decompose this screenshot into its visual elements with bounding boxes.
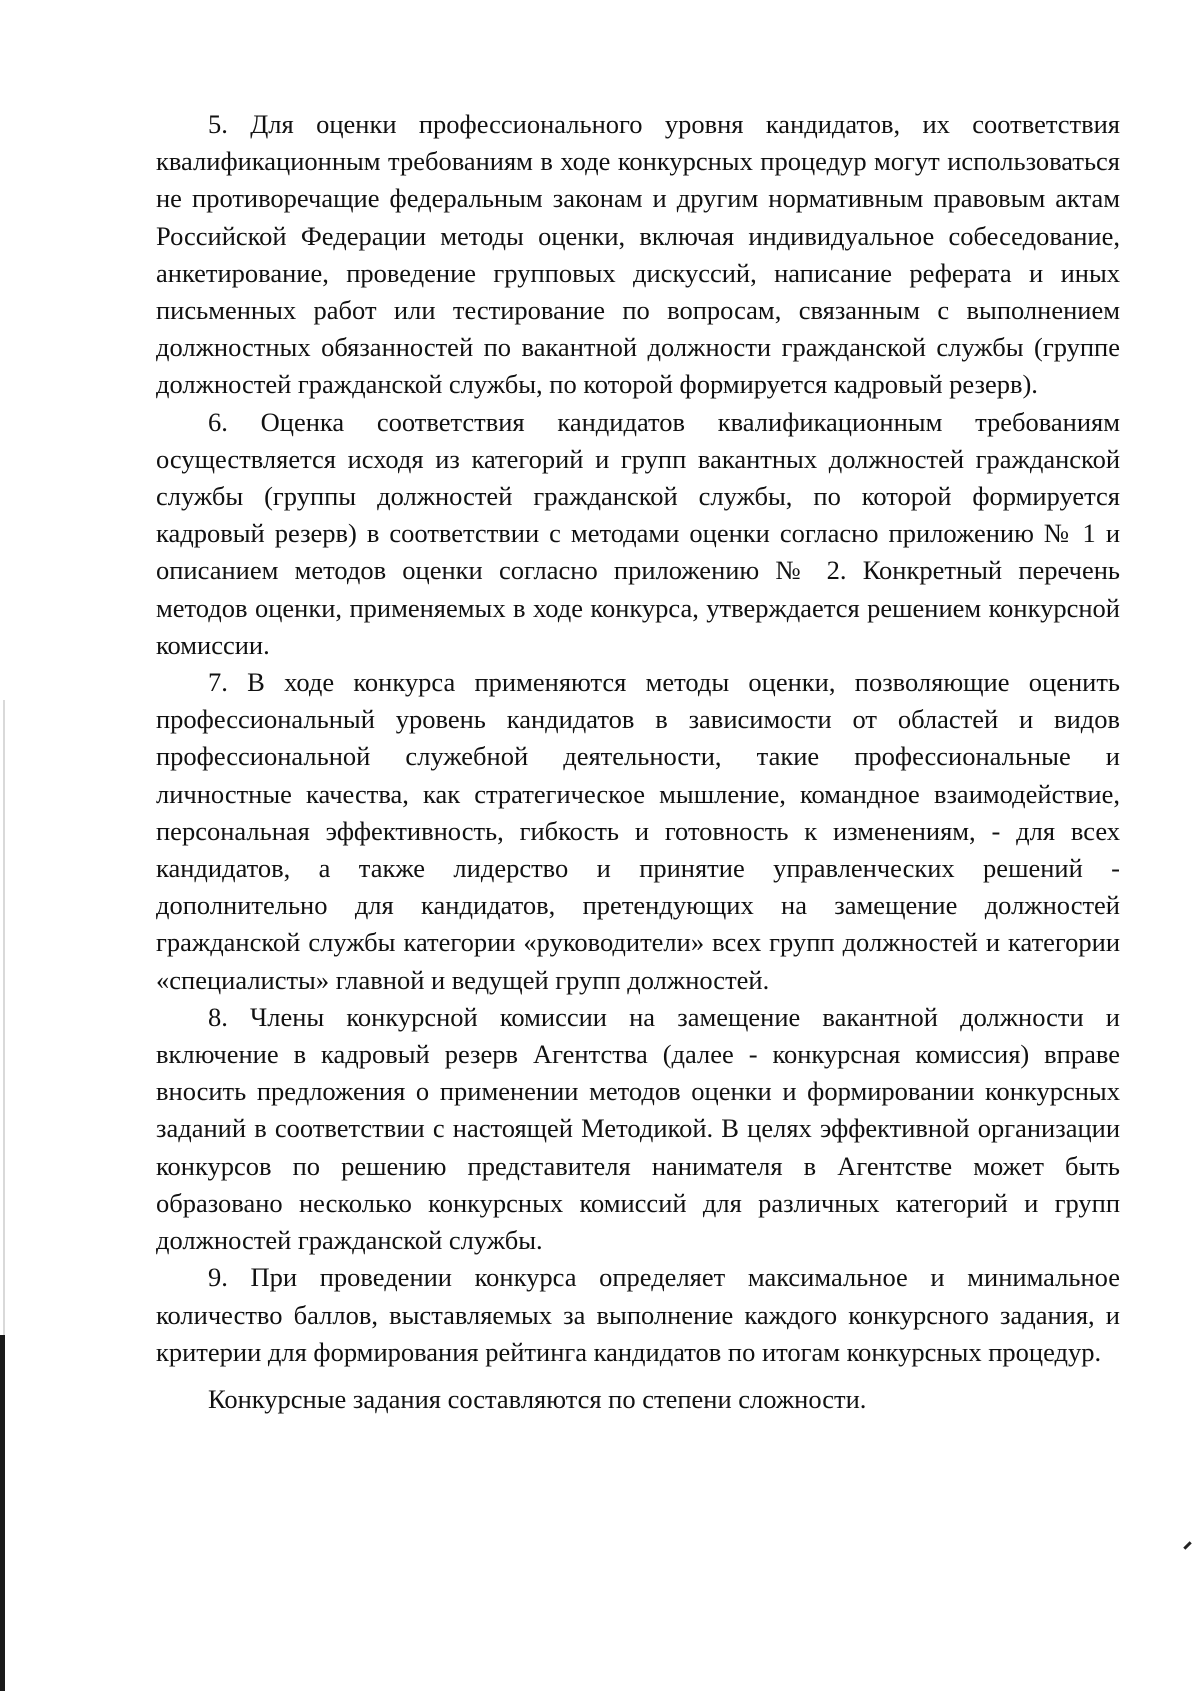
document-body bbox=[156, 106, 1120, 1418]
paragraph-7: 7. В ходе конкурса применяются методы оценки, позволяющие оценить профессиональный уровень кандидатов в зависимости от областей и видов профессиональной служебной деятельности, такие профессиональные и личностные качества, как стратегическое мышление, командное взаимодействие, персональная эффективность, гибкость и готовность к изменениям, - для всех кандидатов, а также лидерство и принятие управленческих решений - дополнительно для кандидатов, претендующих на замещение должностей гражданской службы категории «руководители» всех групп должностей и категории «специалисты» главной и ведущей групп должностей. bbox=[156, 667, 1120, 995]
paragraph-6: 6. Оценка соответствия кандидатов квалификационным требованиям осуществляется исходя из категорий и групп вакантных должностей гражданской службы (группы должностей гражданской службы, по которой формируется кадровый резерв) в соответствии с методами оценки согласно приложению № 1 и описанием методов оценки согласно приложению № 2. Конкретный перечень методов оценки, применяемых в ходе конкурса, утверждается решением конкурсной комиссии. bbox=[156, 406, 1120, 660]
paragraph-5: 5. Для оценки профессионального уровня кандидатов, их соответствия квалификационным требованиям в ходе конкурсных процедур могут использоваться не противоречащие федеральным законам и другим нормативным правовым актам Российской Федерации методы оценки, включая индивидуальное собеседование, анкетирование, проведение групповых дискуссий, написание реферата и иных письменных работ или тестирование по вопросам, связанным с выполнением должностных обязанностей по вакантной должности гражданской службы (группе должностей гражданской службы, по которой формируется кадровый резерв). bbox=[156, 109, 1120, 400]
scan-speck bbox=[1183, 1541, 1191, 1549]
scan-edge-shadow bbox=[3, 700, 5, 1335]
paragraph-tasks-note: Конкурсные задания составляются по степени сложности. bbox=[208, 1383, 867, 1414]
scan-edge-mark bbox=[0, 1335, 5, 1691]
paragraph-9: 9. При проведении конкурса определяет максимальное и минимальное количество баллов, выставляемых за выполнение каждого конкурсного задания, и критерии для формирования рейтинга кандидатов по итогам конкурсных процедур. bbox=[156, 1262, 1120, 1367]
paragraph-8: 8. Члены конкурсной комиссии на замещение вакантной должности и включение в кадровый резерв Агентства (далее - конкурсная комиссия) вправе вносить предложения о применении методов оценки и формировании конкурсных заданий в соответствии с настоящей Методикой. В целях эффективной организации конкурсов по решению представителя нанимателя в Агентстве может быть образовано несколько конкурсных комиссий для различных категорий и групп должностей гражданской службы. bbox=[156, 1001, 1120, 1256]
